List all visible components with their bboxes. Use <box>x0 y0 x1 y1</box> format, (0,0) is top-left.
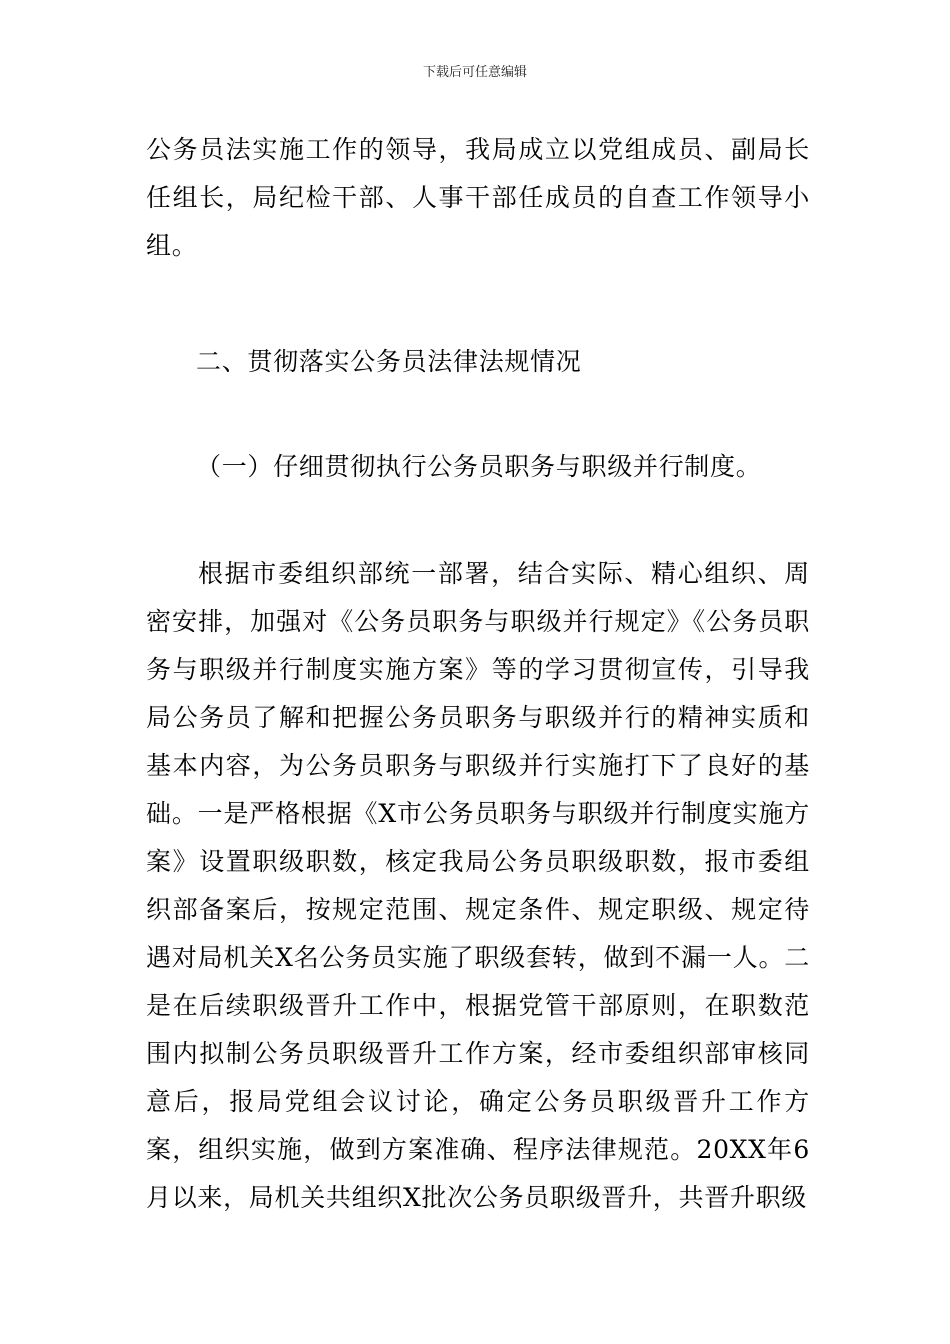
document-body <box>146 126 810 1222</box>
section-heading: 二、贯彻落实公务员法律法规情况 <box>196 347 582 376</box>
subsection-heading: （一）仔细贯彻执行公务员职务与职级并行制度。 <box>196 452 762 481</box>
paragraph-main: 根据市委组织部统一部署，结合实际、精心组织、周密安排，加强对《公务员职务与职级并行规定》《公务员职务与职级并行制度实施方案》等的学习贯彻宣传，引导我局公务员了解和把握公务员职务与职级并行的精神实质和基本内容，为公务员职务与职级并行实施打下了良好的基础。一是严格根据《X市公务员职务与职级并行制度实施方案》设置职级职数，核定我局公务员职级职数，报市委组织部备案后，按规定范围、规定条件、规定职级、规定待遇对局机关X名公务员实施了职级套转，做到不漏一人。二是在后续职级晋升工作中，根据党管干部原则，在职数范围内拟制公务员职级晋升工作方案，经市委组织部审核同意后，报局党组会议讨论，确定公务员职级晋升工作方案，组织实施，做到方案准确、程序法律规范。20XX年6月以来，局机关共组织X批次公务员职级晋升，共晋升职级 <box>146 559 810 1212</box>
header-note: 下载后可任意编辑 <box>422 65 527 80</box>
paragraph-continuation: 公务员法实施工作的领导，我局成立以党组成员、副局长任组长，局纪检干部、人事干部任成员的自查工作领导小组。 <box>146 135 810 260</box>
